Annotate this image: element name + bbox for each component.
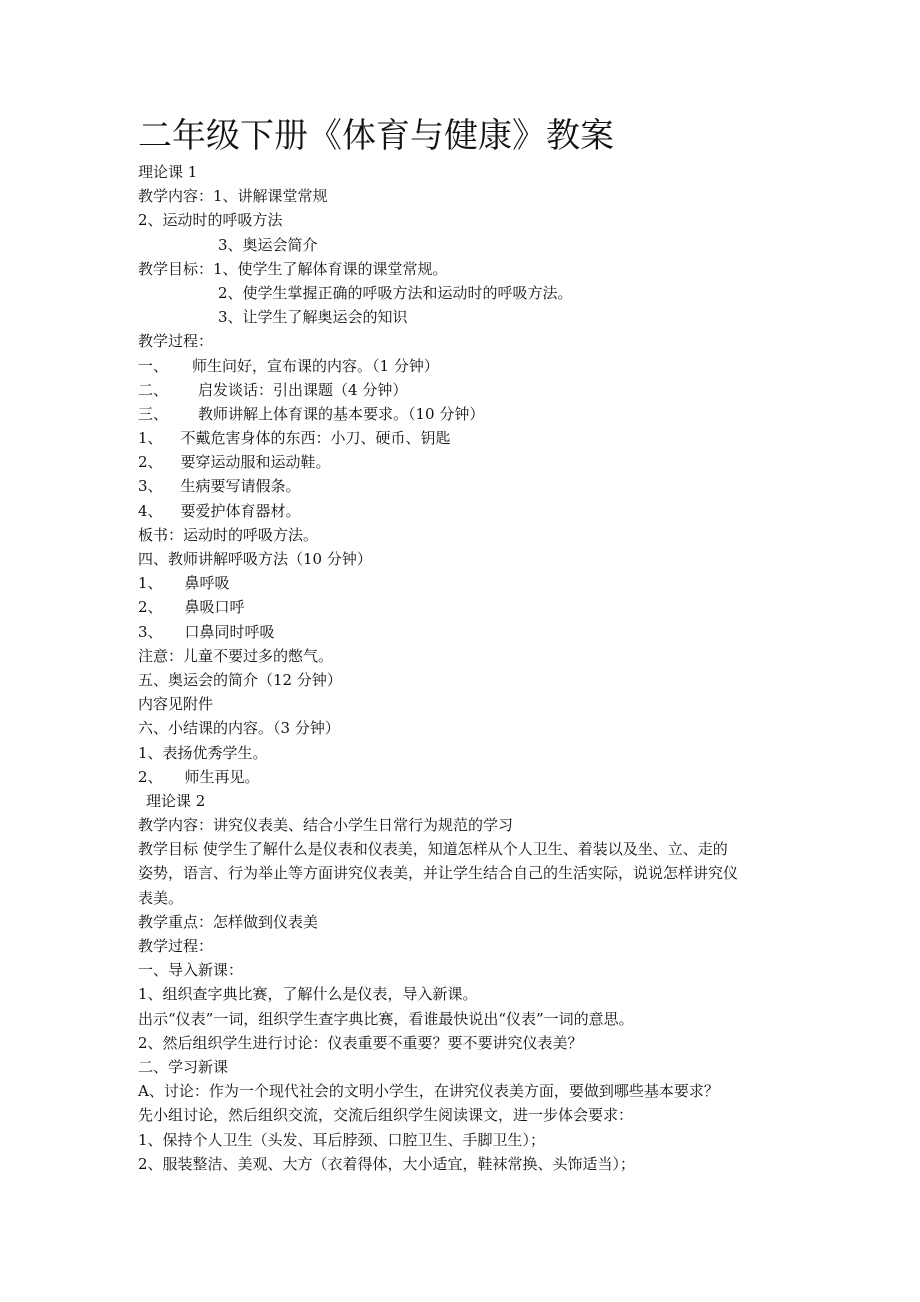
lesson2-section: 一、导入新课：: [138, 961, 244, 980]
lesson1-appendix: 内容见附件: [138, 695, 214, 714]
item-number: 3、: [138, 622, 163, 641]
lesson2-item: A、讨论：作为一个现代社会的文明小学生，在讲究仪表美方面，要做到哪些基本要求？: [138, 1082, 719, 1101]
lesson2-section: 二、学习新课: [138, 1057, 229, 1076]
step-number: 二、: [138, 380, 169, 399]
lesson2-item: 先小组讨论，然后组织交流，交流后组织学生阅读课文，进一步体会要求：: [138, 1106, 634, 1125]
step-number: 一、: [138, 356, 169, 375]
item-number: 2、: [138, 767, 163, 786]
lesson1-goal-line: 2、使学生掌握正确的呼吸方法和运动时的呼吸方法。: [218, 283, 573, 302]
lesson2-key-point: 教学重点：怎样做到仪表美: [138, 912, 319, 931]
lesson2-content: 教学内容：讲究仪表美、结合小学生日常行为规范的学习: [138, 816, 514, 835]
lesson1-content-line: 教学内容：1、讲解课堂常规: [138, 187, 328, 206]
lesson1-step: [138, 354, 788, 378]
lesson1-content-line: 2、运动时的呼吸方法: [138, 211, 283, 230]
lesson2-item: 1、保持个人卫生（头发、耳后脖颈、口腔卫生、手脚卫生）；: [138, 1130, 546, 1149]
lesson2-process-label: 教学过程：: [138, 937, 214, 955]
lesson1-breath-method: [138, 595, 788, 619]
lesson1-requirement: [138, 426, 788, 450]
lesson2-item: 1、组织查字典比赛，了解什么是仪表，导入新课。: [138, 985, 478, 1004]
lesson1-breath-method: [138, 571, 788, 595]
item-text: 师生再见。: [184, 767, 260, 786]
step-text: 师生问好，宣布课的内容。（1 分钟）: [192, 356, 439, 375]
step-text: 启发谈话：引出课题（4 分钟）: [198, 380, 408, 399]
item-number: 1、: [138, 429, 163, 448]
item-number: 2、: [138, 598, 163, 617]
item-text: 鼻呼吸: [184, 574, 230, 593]
lesson1-content-line: 3、奥运会简介: [218, 235, 318, 254]
lesson1-step: 四、教师讲解呼吸方法（10 分钟）: [138, 550, 372, 568]
item-text: 要穿运动服和运动鞋。: [180, 453, 331, 472]
lesson2-item: 2、服装整洁、美观、大方（衣着得体，大小适宜，鞋袜常换、头饰适当）；: [138, 1154, 636, 1173]
lesson1-requirement: [138, 474, 788, 498]
lesson1-heading: 理论课 1: [138, 163, 198, 181]
lesson1-goal-line: 3、让学生了解奥运会的知识: [218, 308, 408, 327]
lesson2-goal-line: 教学目标 使学生了解什么是仪表和仪表美，知道怎样从个人卫生、着装以及坐、立、走的: [138, 840, 728, 859]
lesson1-step: [138, 378, 788, 402]
lesson2-item: 2、然后组织学生进行讨论：仪表重要不重要？要不要讲究仪表美？: [138, 1033, 583, 1052]
item-text: 口鼻同时呼吸: [184, 622, 275, 641]
lesson2-goal-line: 表美。: [138, 888, 184, 907]
item-number: 2、: [138, 453, 163, 472]
lesson1-summary: [138, 765, 788, 789]
lesson1-goal-line: 教学目标：1、使学生了解体育课的课堂常规。: [138, 259, 448, 278]
item-text: 要爱护体育器材。: [180, 501, 301, 520]
lesson1-summary: 1、表扬优秀学生。: [138, 743, 268, 762]
lesson2-goal-line: 姿势，语言、行为举止等方面讲究仪表美，并让学生结合自己的生活实际，说说怎样讲究仪: [138, 864, 739, 883]
lesson1-requirement: [138, 450, 788, 474]
item-number: 4、: [138, 501, 163, 520]
lesson1-board-note: 板书：运动时的呼吸方法。: [138, 525, 319, 544]
lesson1-note: 注意：儿童不要过多的憋气。: [138, 646, 334, 665]
lesson1-breath-method: [138, 620, 788, 644]
lesson1-step: [138, 402, 788, 426]
step-text: 教师讲解上体育课的基本要求。（10 分钟）: [198, 404, 485, 423]
lesson2-heading: 理论课 2: [146, 791, 206, 810]
step-number: 三、: [138, 404, 169, 423]
item-text: 鼻吸口呼: [184, 598, 245, 617]
item-number: 3、: [138, 477, 163, 496]
document-title: 二年级下册《体育与健康》教案: [138, 116, 614, 156]
lesson2-item: 出示“仪表”一词，组织学生查字典比赛，看谁最快说出“仪表”一词的意思。: [138, 1009, 634, 1028]
item-text: 生病要写请假条。: [180, 477, 301, 496]
item-text: 不戴危害身体的东西：小刀、硬币、钥匙: [180, 429, 451, 448]
lesson1-step: 六、小结课的内容。（3 分钟）: [138, 719, 340, 738]
item-number: 1、: [138, 574, 163, 593]
document-body: [138, 160, 788, 1176]
lesson1-step: 五、奥运会的简介（12 分钟）: [138, 670, 342, 689]
lesson1-requirement: [138, 499, 788, 523]
lesson1-process-label: 教学过程：: [138, 332, 214, 351]
